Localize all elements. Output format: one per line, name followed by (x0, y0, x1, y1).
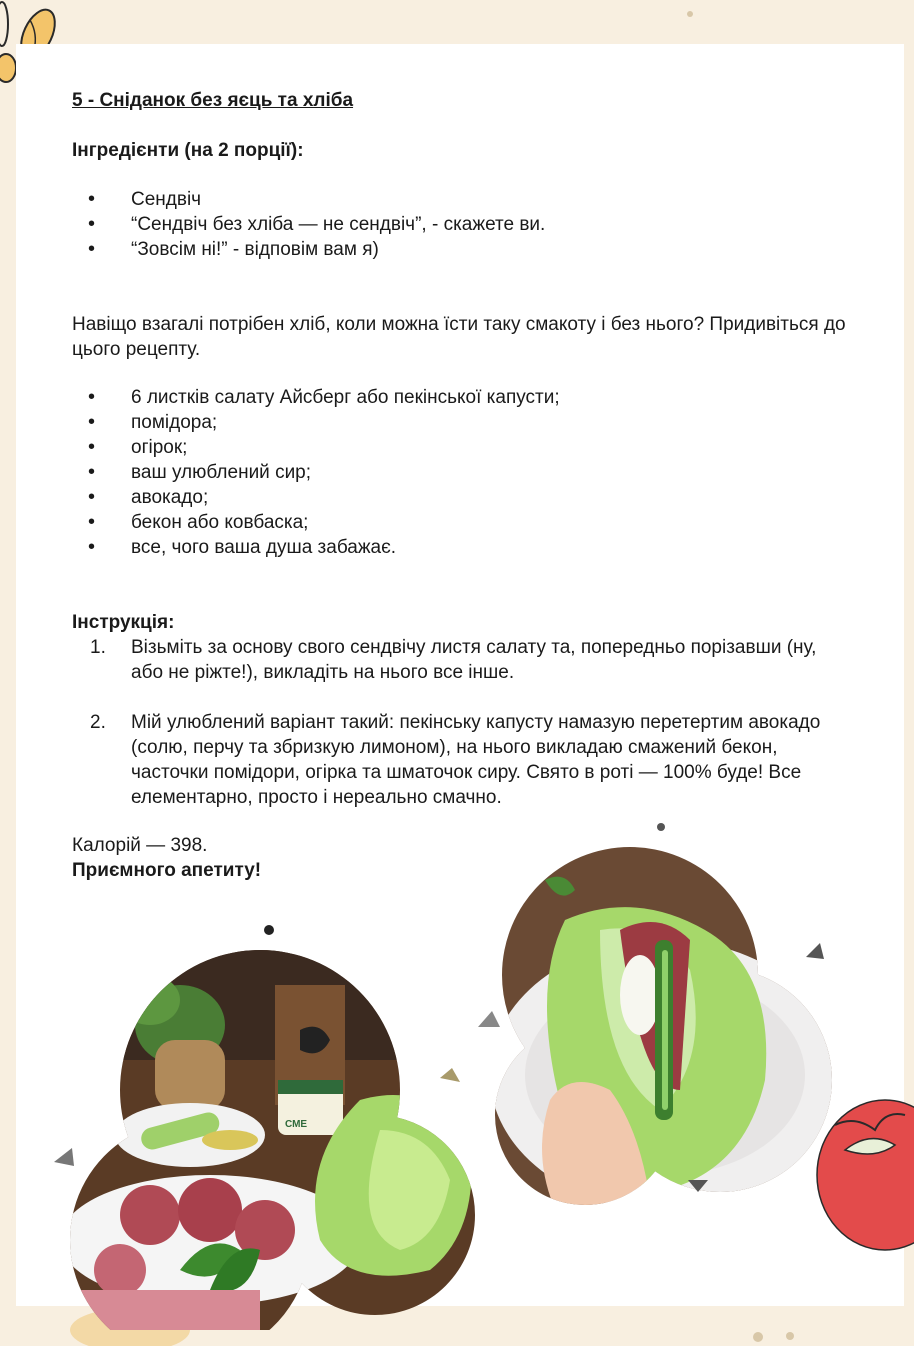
step-number: 2. (90, 712, 106, 733)
calories-text: Калорій — 398. (72, 835, 208, 856)
triangle-decoration (54, 1148, 74, 1166)
list-item: • ваш улюблений сир; (72, 460, 852, 485)
recipe-title: 5 - Сніданок без яєць та хліба (72, 90, 354, 111)
closing-text: Приємного апетиту! (72, 860, 262, 881)
tomato-icon (817, 1100, 914, 1250)
list-item: • 6 листків салату Айсберг або пекінської капусти; (72, 385, 852, 410)
dot-decoration (657, 823, 665, 831)
instructions-heading: Інструкція: (72, 612, 175, 633)
dot-decoration (264, 925, 274, 935)
list-item: • огірок; (72, 435, 852, 460)
list-item: • “Сендвіч без хліба — не сендвіч”, - скажете ви. (72, 212, 852, 237)
triangle-decoration (688, 1180, 708, 1192)
list-item: • все, чого ваша душа забажає. (72, 535, 852, 560)
list-item: • “Зовсім ні!” - відповім вам я) (72, 237, 852, 262)
step-number: 1. (90, 637, 106, 658)
list-item: • авокадо; (72, 485, 852, 510)
jar-label: СМЕ (285, 1119, 308, 1130)
list-item: • помідора; (72, 410, 852, 435)
triangle-decoration (478, 1011, 500, 1027)
triangle-decoration (440, 1068, 460, 1082)
ingredients-heading: Інгредієнти (на 2 порції): (72, 140, 304, 161)
list-item: • бекон або ковбаска; (72, 510, 852, 535)
triangle-decoration (806, 943, 824, 959)
step-text: Мій улюблений варіант такий: пекінську капусту намазую перетертим авокадо (солю, перчу та збризкую лимоном), на нього викладаю смажений бекон, часточки помідори, огірка та шматочок сиру. Свято в роті — 100% буде! Все елементарно, просто і нереально смачно. (131, 712, 821, 808)
step-text: Візьміть за основу свого сендвічу листя салату та, попередньо порізавши (ну, або не ріжте!), викладіть на нього все інше. (131, 637, 817, 683)
list-item: • Сендвіч (72, 187, 852, 212)
intro-paragraph: Навіщо взагалі потрібен хліб, коли можна їсти таку смакоту і без нього? Придивіться до цього рецепту. (72, 314, 846, 360)
